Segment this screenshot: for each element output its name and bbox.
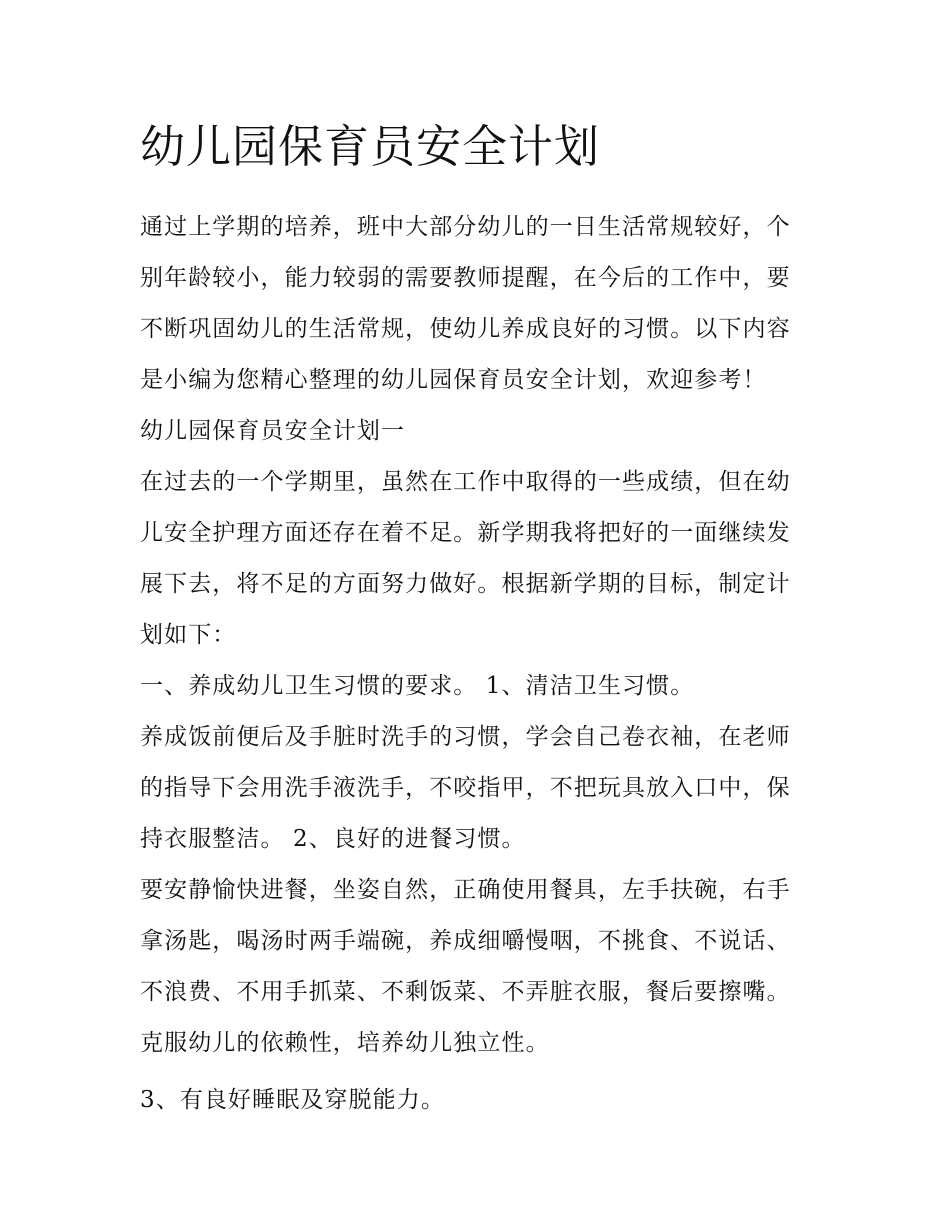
text-line: 要安静愉快进餐，坐姿自然，正确使用餐具，左手扶碗，右手 [140, 877, 791, 903]
text-line: 是小编为您精心整理的幼儿园保育员安全计划，欢迎参考！ [140, 367, 767, 393]
text-line: 的指导下会用洗手液洗手，不咬指甲，不把玩具放入口中，保 [140, 775, 791, 801]
document-body [140, 118, 820, 1126]
text-line: 别年龄较小，能力较弱的需要教师提醒，在今后的工作中，要 [140, 265, 791, 291]
text-line: 养成饭前便后及手脏时洗手的习惯，学会自己卷衣袖，在老师 [140, 724, 791, 750]
text-line: 一、养成幼儿卫生习惯的要求。 1、清洁卫生习惯。 [140, 673, 695, 699]
document-title: 幼儿园保育员安全计划 [140, 120, 601, 173]
text-line: 儿安全护理方面还存在着不足。新学期我将把好的一面继续发 [140, 520, 791, 546]
text-line: 持衣服整洁。 2、良好的进餐习惯。 [140, 826, 526, 852]
text-line: 在过去的一个学期里，虽然在工作中取得的一些成绩，但在幼 [140, 469, 791, 495]
text-line: 拿汤匙，喝汤时两手端碗，养成细嚼慢咽，不挑食、不说话、 [140, 928, 791, 954]
text-line: 不浪费、不用手抓菜、不剩饭菜、不弄脏衣服，餐后要擦嘴。 [140, 979, 791, 1005]
text-line: 克服幼儿的依赖性，培养幼儿独立性。 [140, 1030, 550, 1056]
text-line: 通过上学期的培养，班中大部分幼儿的一日生活常规较好，个 [140, 214, 791, 240]
text-line: 划如下： [140, 622, 237, 648]
text-line: 不断巩固幼儿的生活常规，使幼儿养成良好的习惯。以下内容 [140, 316, 791, 342]
text-line: 3、有良好睡眠及穿脱能力。 [140, 1087, 445, 1113]
section-heading: 幼儿园保育员安全计划一 [140, 418, 406, 444]
text-line: 展下去，将不足的方面努力做好。根据新学期的目标，制定计 [140, 571, 791, 597]
